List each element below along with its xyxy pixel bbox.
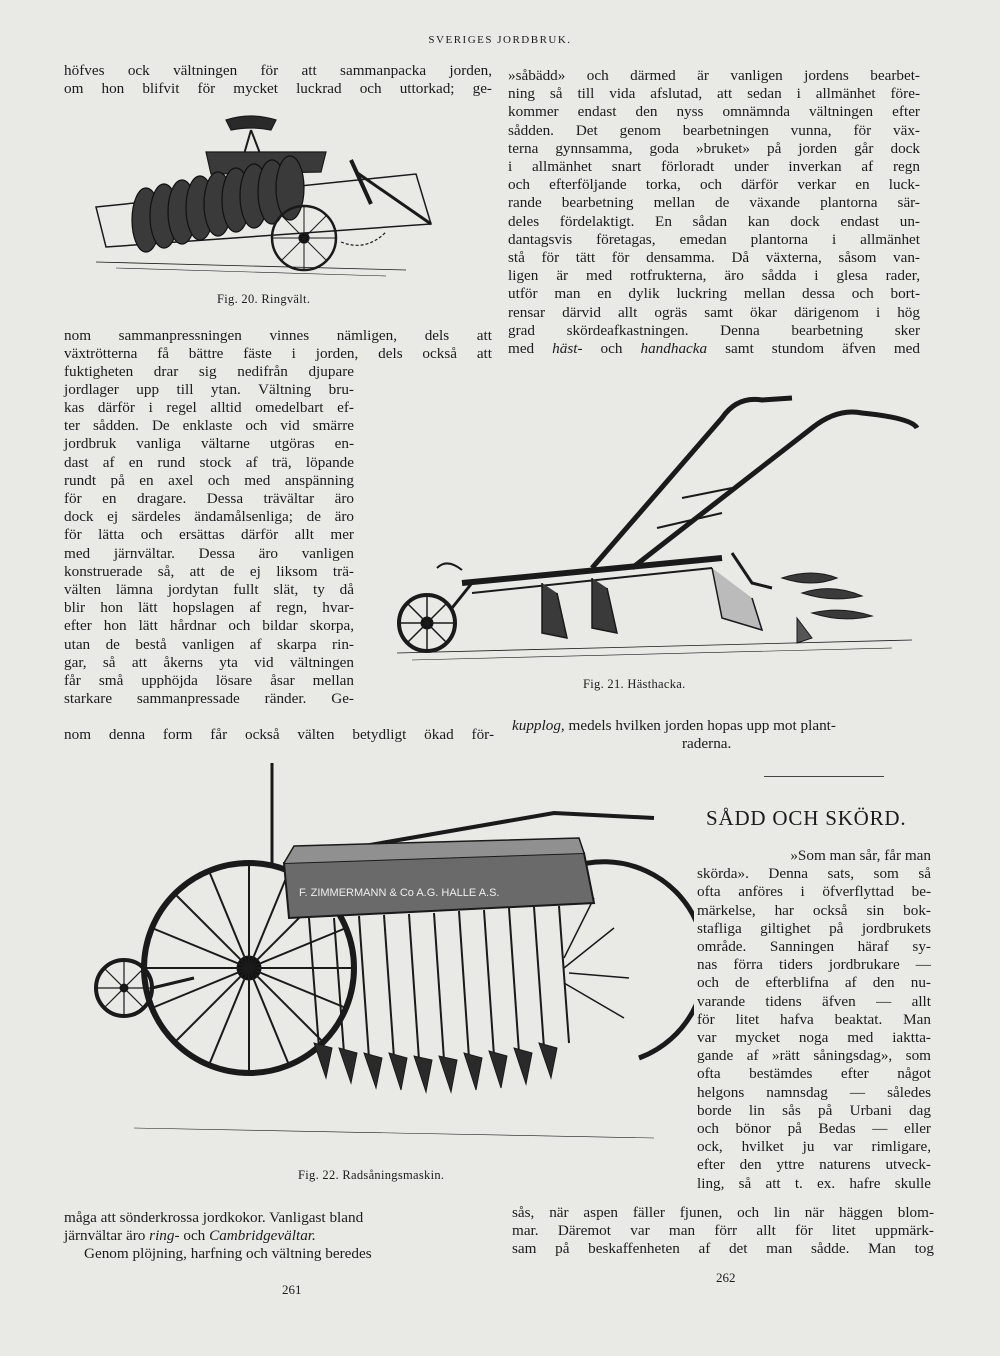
figure-radsaningsmaskin-illustration	[94, 758, 694, 1158]
text-run: järnvältar äro	[64, 1227, 150, 1245]
text-line: ter sådden. De enklaste och vid smärre	[64, 417, 354, 435]
text-run: och	[179, 1227, 210, 1245]
text-run: med	[508, 340, 553, 358]
text-line	[64, 1227, 504, 1245]
fig22-caption: Fig. 22. Radsåningsmaskin.	[298, 1168, 445, 1182]
figure-ringvalt-illustration	[86, 112, 446, 288]
text-line: sam på beskaffenheten af det man sådde. Man tog	[512, 1240, 934, 1258]
left-end-paragraph	[64, 1209, 504, 1264]
text-line: efter hon lätt hårdnar och bildar skorpa,	[64, 617, 354, 635]
text-line: dast af en rund stock af trä, löpande	[64, 453, 354, 471]
text-line: höfves ock vältningen för att sammanpacka jorden,	[64, 62, 492, 79]
left-body-last	[64, 726, 494, 744]
left-body-narrow-a	[64, 363, 354, 399]
figure-hasthacka-illustration	[392, 378, 932, 668]
text-line: för litet hafva beaktat. Man	[697, 1010, 931, 1028]
text-run-italic: kupplog,	[512, 717, 565, 734]
text-run-italic: ring-	[149, 1227, 180, 1245]
text-line: sådden. Det genom bearbetningen vunna, för väx-	[508, 121, 920, 139]
text-line: terna gynnsamma, goda »bruket» på jorden går dock	[508, 139, 920, 157]
text-line: helgons namnsdag — således	[697, 1083, 931, 1101]
text-line: sås, när aspen fäller fjunen, och lin när häggen blom-	[512, 1204, 934, 1221]
text-line: kas därför i regel alltid omedelbart ef-	[64, 399, 354, 416]
text-line: starkare sammanpressade ränder. Ge-	[64, 690, 354, 708]
text-line: och de efterblifna af den nu-	[697, 974, 931, 992]
text-line: grad skördeafkastningen. Denna bearbetning sker	[508, 321, 920, 339]
page-number-right: 262	[716, 1270, 736, 1285]
text-line: kommer endast den nyss omnämnda vältningen efter	[508, 103, 920, 121]
text-line: jordlager upp till ytan. Vältning bru-	[64, 381, 354, 399]
fig21-caption: Fig. 21. Hästhacka.	[583, 677, 686, 691]
text-line: rensar därvid allt ogräs samt ökar därigenom i hög	[508, 303, 920, 321]
text-line: rande bearbetning mellan de växande plantorna sär-	[508, 194, 920, 212]
text-line: jordbruk vanliga vältarne utgöras en-	[64, 435, 354, 453]
running-head: SVERIGES JORDBRUK.	[428, 34, 572, 46]
text-line: nas förra tiders jordbrukare —	[697, 956, 931, 974]
text-line: ofta anföres i öfverflyttad be-	[697, 883, 931, 901]
text-line: för lätta och ersättas därför allt mer	[64, 526, 354, 544]
right-kupplog-paragraph	[512, 717, 922, 753]
text-line: om hon blifvit för mycket luckrad och uttorkad; ge-	[64, 80, 492, 98]
right-section-paragraph	[697, 847, 931, 1193]
text-line: blir hon lätt hopslagen af regn, hvar-	[64, 599, 354, 617]
left-body-narrow-b	[64, 399, 354, 708]
text-line: nom sammanpressningen vinnes nämligen, dels att	[64, 327, 492, 344]
text-line: utan de bestå vanligen af skarpa rin-	[64, 635, 354, 653]
text-line: efter den yttre naturens utveck-	[697, 1156, 931, 1174]
text-line: nom denna form får också välten betydligt ökad för-	[64, 726, 494, 743]
text-line: får små upphöjda lösare åsar mellan	[64, 672, 354, 690]
section-rule	[764, 776, 884, 777]
text-line: ling, så att t. ex. hafre skulle	[697, 1174, 931, 1192]
text-line: utför man en dylik luckring mellan dessa och bort-	[508, 285, 920, 303]
text-line: område. Sanningen häraf sy-	[697, 938, 931, 956]
text-line: välten lämna jordytan fullt slät, ty då	[64, 581, 354, 599]
text-line	[508, 340, 920, 358]
text-line: ning så till vida afslutad, att sedan i allmänhet före-	[508, 85, 920, 103]
text-run: samt stundom äfven med	[707, 340, 920, 358]
text-line: skörda». Denna sats, som så	[697, 865, 931, 883]
page-number-left: 261	[282, 1282, 302, 1297]
text-line: för en dragare. Dessa trävältar äro	[64, 490, 354, 508]
text-line: rundt på en axel och med anspänning	[64, 471, 354, 489]
text-line: stå för tätt för densamma. Då växterna, såsom van-	[508, 249, 920, 267]
text-run-italic: handhacka	[640, 340, 708, 358]
drill-plate-label: F. ZIMMERMANN & Co A.G. HALLE A.S.	[299, 887, 500, 899]
text-line: ofta bestämdes efter något	[697, 1065, 931, 1083]
text-line: fuktigheten drar sig nedifrån djupare	[64, 363, 354, 380]
text-line: var mycket noga med iaktta-	[697, 1029, 931, 1047]
text-line: ock, hvilket ju var rimligare,	[697, 1138, 931, 1156]
right-end-paragraph	[512, 1204, 934, 1259]
right-top-paragraph	[508, 67, 920, 358]
text-line: »såbädd» och därmed är vanligen jordens bearbet-	[508, 67, 920, 84]
text-run: medels hvilken jorden hopas upp mot plant-	[564, 717, 836, 734]
text-line: gande af »rätt såningsdag», som	[697, 1047, 931, 1065]
text-line: borde lin sås på Urbani dag	[697, 1101, 931, 1119]
text-line: konstruerade så, att de ej liksom trä-	[64, 562, 354, 580]
text-line: med järnvältar. Dessa äro vanligen	[64, 544, 354, 562]
text-run: och	[582, 340, 641, 358]
text-line: raderna.	[682, 735, 732, 753]
text-line: dantagsvis företagas, emedan plantorna i allmänhet	[508, 230, 920, 248]
text-run-italic: häst-	[552, 340, 583, 358]
text-line	[512, 717, 922, 735]
text-line: måga att sönderkrossa jordkokor. Vanligast bland	[64, 1209, 364, 1226]
text-line: deles fördelaktigt. En sådan kan dock endast un-	[508, 212, 920, 230]
text-line: växtrötterna få bättre fäste i jorden, dels också att	[64, 345, 492, 363]
text-line: och efterföljande torka, och därför verkar en luck-	[508, 176, 920, 194]
left-body-full	[64, 327, 492, 363]
text-line: gar, så att åkerns yta vid vältningen	[64, 653, 354, 671]
fig20-caption: Fig. 20. Ringvält.	[217, 292, 311, 306]
text-run-italic: Cambridgevältar.	[209, 1227, 316, 1245]
text-line: varande tidens äfven — allt	[697, 992, 931, 1010]
text-line: dock ej särdeles ändamålsenliga; de äro	[64, 508, 354, 526]
text-line: Genom plöjning, harfning och vältning beredes	[84, 1245, 372, 1263]
text-line: och bönor på Bedas — eller	[697, 1120, 931, 1138]
text-line: »Som man sår, får man	[790, 847, 931, 864]
text-line: ligen är med rotfrukterna, äro sådda i glesa rader,	[508, 267, 920, 285]
text-line: i allmänhet snart förloradt under inverkan af regn	[508, 158, 920, 176]
text-line: stafliga giltighet på jordbrukets	[697, 919, 931, 937]
text-line: mar. Däremot var man förr allt för litet uppmärk-	[512, 1222, 934, 1240]
section-title: SÅDD OCH SKÖRD.	[706, 806, 907, 830]
left-intro-paragraph	[64, 62, 492, 98]
text-line: märkelse, har också sin bok-	[697, 901, 931, 919]
